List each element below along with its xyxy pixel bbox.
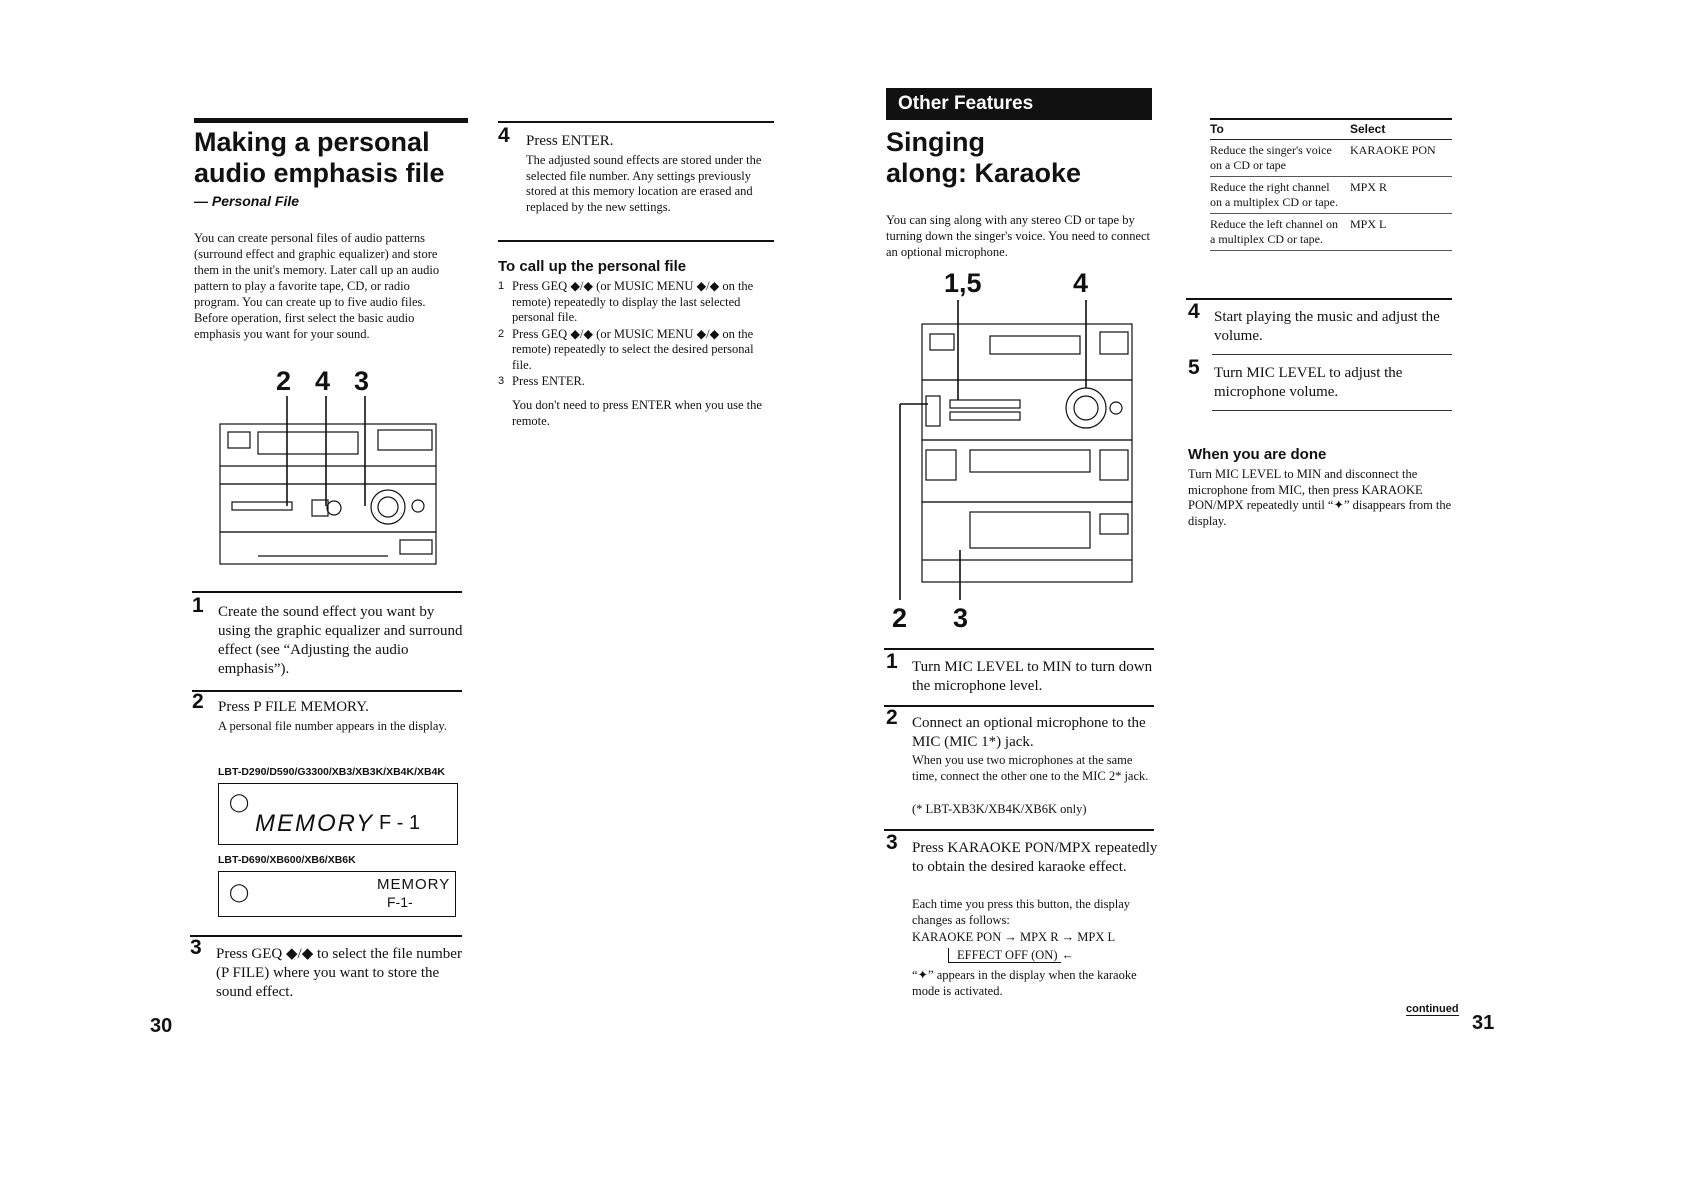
step-text: Start playing the music and adjust the volume. xyxy=(1214,309,1440,344)
list-item xyxy=(498,374,770,390)
diagram-label: 3 xyxy=(354,366,370,396)
section-text: Turn MIC LEVEL to MIN and disconnect the microphone from MIC, then press KARAOKE PON/MPX repeatedly until “✦” disappears from the display. xyxy=(1188,467,1452,528)
section-heading: When you are done xyxy=(1188,446,1327,463)
step-text: Press P FILE MEMORY. xyxy=(218,699,369,715)
list-item xyxy=(498,327,770,374)
title-rule xyxy=(194,118,468,123)
table-cell: Reduce the singer's voice on a CD or tape xyxy=(1210,140,1350,177)
table-cell: Reduce the left channel on a multiplex CD or tape. xyxy=(1210,214,1350,251)
page-number: 30 xyxy=(150,1015,173,1037)
stereo-system-illustration xyxy=(890,300,1138,600)
step-text: Connect an optional microphone to the MIC (MIC 1*) jack. xyxy=(912,715,1146,750)
step-rule xyxy=(498,121,774,123)
table-header: To xyxy=(1210,120,1350,140)
mode-sequence: KARAOKE PON → MPX R → MPX L xyxy=(912,930,1116,944)
intro-paragraph: You can create personal files of audio patterns (surround effect and graphic equalizer) and store them in the unit's memory. Later call up an audio pattern to play a favorite tape, CD, or radio program. You can create up to five audio files. Before operation, first select the basic audio emphasis you want for your sound. xyxy=(194,231,440,341)
step-rule xyxy=(1212,410,1452,411)
continued-note: continued xyxy=(1406,1003,1459,1015)
diagram-label: 3 xyxy=(953,603,969,633)
stereo-unit-illustration xyxy=(218,396,440,566)
step-note: A personal file number appears in the display. xyxy=(218,719,447,733)
intro-paragraph: You can sing along with any stereo CD or tape by turning down the singer's voice. You need to connect an optional microphone. xyxy=(886,213,1151,259)
step-text: Press KARAOKE PON/MPX repeatedly to obtain the desired karaoke effect. xyxy=(912,840,1158,875)
table-cell: KARAOKE PON xyxy=(1350,140,1452,177)
table-row xyxy=(1210,140,1452,177)
disc-icon: ◯ xyxy=(229,882,250,902)
step-text: Press GEQ ◆/◆ to select the file number (P FILE) where you want to store the sound effect. xyxy=(216,946,462,1000)
section-heading: To call up the personal file xyxy=(498,258,687,275)
section-rule xyxy=(498,240,774,242)
table-row xyxy=(1210,214,1452,251)
step-rule xyxy=(190,935,462,937)
step-number: 1 xyxy=(886,650,898,673)
page-title: Singing along: Karaoke xyxy=(886,127,1082,188)
step-rule xyxy=(884,705,1154,707)
page-subtitle: — Personal File xyxy=(194,193,300,209)
step-rule xyxy=(192,690,462,692)
section-banner: Other Features xyxy=(886,88,1152,120)
model-label: LBT-D690/XB600/XB6/XB6K xyxy=(218,854,356,866)
list-number: 3 xyxy=(498,375,505,387)
callup-steps xyxy=(498,279,770,391)
step-number: 5 xyxy=(1188,356,1200,379)
display-text: MEMORY xyxy=(377,876,451,893)
karaoke-table xyxy=(1210,120,1452,251)
step-note: When you use two microphones at the same time, connect the other one to the MIC 2* jack. xyxy=(912,753,1149,783)
step-rule xyxy=(1186,298,1452,300)
diagram-label: 4 xyxy=(315,366,331,396)
table-header-row xyxy=(1210,120,1452,140)
step-number: 4 xyxy=(1188,300,1200,323)
callup-note: You don't need to press ENTER when you use the remote. xyxy=(512,398,762,428)
step-text: Turn MIC LEVEL to adjust the microphone volume. xyxy=(1214,365,1403,400)
step-number: 3 xyxy=(190,936,202,959)
step-text: Press ENTER. xyxy=(526,133,614,149)
step-note: “✦” appears in the display when the karaoke mode is activated. xyxy=(912,968,1137,998)
diagram-label: 4 xyxy=(1073,268,1089,298)
mode-sequence-return: EFFECT OFF (ON) ← xyxy=(948,948,1074,964)
table-cell: MPX R xyxy=(1350,177,1452,214)
table-row xyxy=(1210,177,1452,214)
disc-icon: ◯ xyxy=(229,792,250,812)
diagram-label: 2 xyxy=(892,603,908,633)
diagram-label: 1,5 xyxy=(944,268,982,298)
display-panel xyxy=(218,783,458,845)
step-text: Turn MIC LEVEL to MIN to turn down the microphone level. xyxy=(912,659,1153,694)
step-number: 4 xyxy=(498,124,510,147)
step-rule xyxy=(884,648,1154,650)
table-cell: MPX L xyxy=(1350,214,1452,251)
display-file: F - 1 xyxy=(379,812,421,834)
display-file: F-1- xyxy=(387,894,413,910)
step-rule xyxy=(1212,354,1452,355)
display-text: MEMORY xyxy=(255,810,375,837)
model-label: LBT-D290/D590/G3300/XB3/XB3K/XB4K/XB4K xyxy=(218,766,446,778)
list-text: Press GEQ ◆/◆ (or MUSIC MENU ◆/◆ on the remote) repeatedly to display the last selected personal file. xyxy=(512,279,754,324)
step-number: 1 xyxy=(192,594,204,617)
step-rule xyxy=(192,591,462,593)
diagram-label: 2 xyxy=(276,366,292,396)
step-rule xyxy=(884,829,1154,831)
page-number: 31 xyxy=(1472,1012,1495,1034)
step-number: 2 xyxy=(192,690,204,713)
table-header: Select xyxy=(1350,120,1452,140)
table-cell: Reduce the right channel on a multiplex CD or tape. xyxy=(1210,177,1350,214)
list-number: 1 xyxy=(498,280,505,292)
list-number: 2 xyxy=(498,327,505,340)
list-item xyxy=(498,279,770,326)
step-note: The adjusted sound effects are stored under the selected file number. Any settings previously stored at this memory location are erased and replaced by the new settings. xyxy=(526,153,762,214)
step-text: Create the sound effect you want by using the graphic equalizer and surround effect (see “Adjusting the audio emphasis”). xyxy=(218,604,463,677)
step-number: 3 xyxy=(886,831,898,854)
list-text: Press GEQ ◆/◆ (or MUSIC MENU ◆/◆ on the remote) repeatedly to select the desired personal file. xyxy=(512,326,754,372)
page-title: Making a personal audio emphasis file xyxy=(194,127,445,188)
step-number: 2 xyxy=(886,706,898,729)
step-note: Each time you press this button, the display changes as follows: xyxy=(912,897,1131,927)
display-panel xyxy=(218,871,456,917)
list-text: Press ENTER. xyxy=(512,374,585,388)
step-footnote: (* LBT-XB3K/XB4K/XB6K only) xyxy=(912,802,1087,816)
